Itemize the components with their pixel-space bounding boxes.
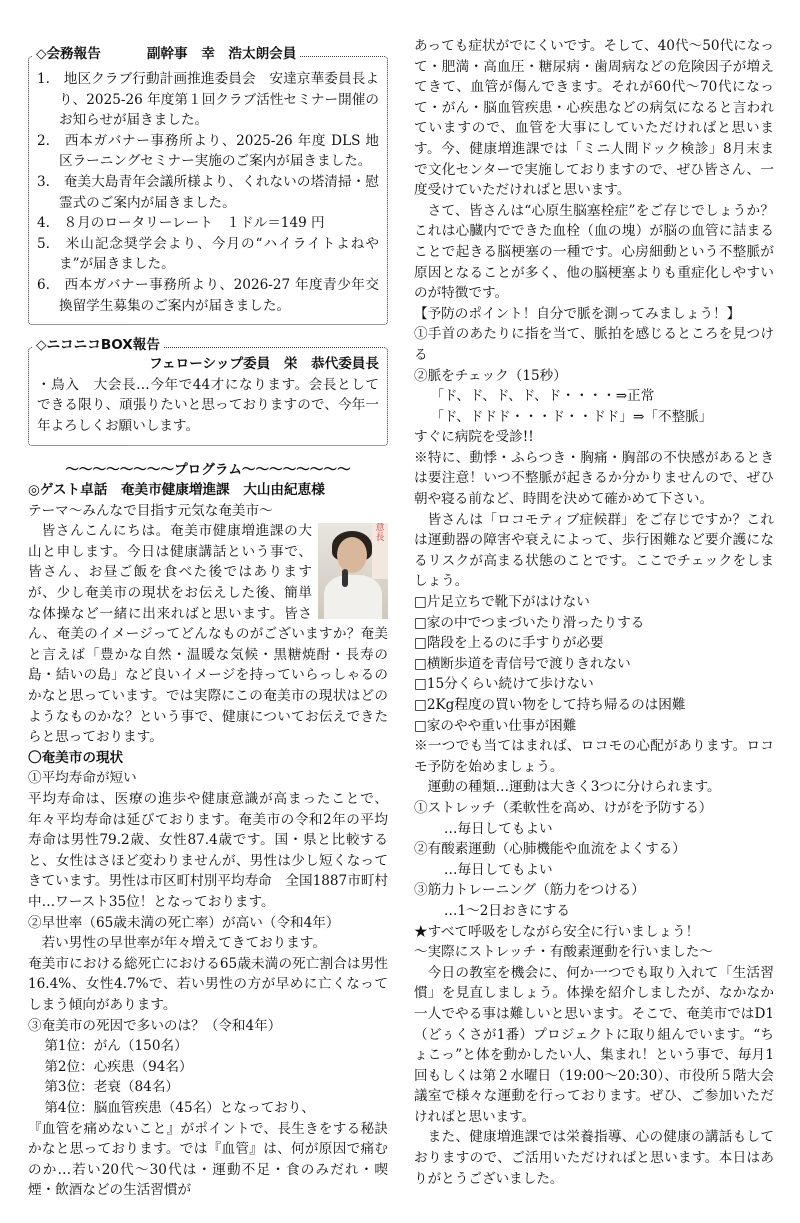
locomo-check: □ 片足立ちで靴下がはけない xyxy=(414,592,774,613)
kaimu-item: 4. ８月のロータリーレート １ドル＝149 円 xyxy=(37,215,325,232)
closing-para-1: 今日の教室を機会に、何か一つでも取り入れて「生活習慣」を見直しましょう。体操を紹介しましたが、なかなか一人でやる事は難しいと思います。そこで、奄美市ではD1（どぅくさが1番）プロジェクトに取り組んでいます。“ちょこっ”と体を動かしたい人、集まれ！という事で、毎月1回もしくは第２水曜日（19:00〜20:30）、市役所５階大会議室で様々な運動を行っております。ぜひ、ご参加いただければと思います。 xyxy=(414,964,774,1125)
step-2: ②脈をチェック（15秒） xyxy=(414,367,567,384)
niko-role: フェローシップ委員 栄 恭代委員長 xyxy=(149,356,379,373)
locomo-check: □ 家の中でつまづいたり滑ったりする xyxy=(414,613,774,634)
pulse-normal: 「ド、ド、ド、ド、ド・・・・⇒正常 xyxy=(430,388,655,405)
right-para-2: さて、皆さんは“心原生脳塞栓症”をご存じでしょうか？これは心臓内でできた血栓（血の塊）が脳の血管に詰まることで起きる脳梗塞の一種です。心房細動という不整脈が原因となることが多く、他の脳梗塞よりも重症化しやすいのが特徴です。 xyxy=(414,202,774,302)
pulse-advice: すぐに病院を受診!! xyxy=(414,429,534,446)
genjo-heading: 〇奄美市の現状 xyxy=(28,749,124,766)
point2-text2: 奄美市における総死亡における65歳未満の死亡割合は男性16.4%、女性4.7%で、若い男性の方が早めに亡くなってしまう傾向があります。 xyxy=(28,955,388,1013)
niko-text: ・鳥入 大会長…今年で44才になります。会長としてできる限り、頑張りたいと思っておりますので、今年一年よろしくお願いします。 xyxy=(37,376,379,434)
prevention-point: 【予防のポイント！自分で脈を測ってみましょう！】 xyxy=(414,305,741,322)
warning-note: ※特に、動悸・ふらつき・胸痛・胸部の不快感があるときは要注意！いつ不整脈が起きるか分かりませんので、ぜひ朝や寝る前など、時間を決めて確かめて下さい。 xyxy=(414,449,774,508)
check-note: ※一つでも当てはまれば、ロコモの心配があります。ロコモ予防を始めましょう。 xyxy=(414,738,774,775)
photo-sign: 意長 xyxy=(372,523,388,579)
kaimu-report-role: 副幹事 幸 浩太朗会員 xyxy=(146,46,297,62)
type-aerobic: ②有酸素運動（心肺機能や血流をよくする） xyxy=(414,841,686,858)
exercise-types: 運動の種類…運動は大きく3つに分けられます。 xyxy=(427,779,721,796)
kaimu-report-title: ◇会務報告 副幹事 幸 浩太朗会員 xyxy=(32,44,300,65)
rank-3: 第3位：老衰（84名） xyxy=(44,1079,180,1096)
rank-4: 第4位：脳血管疾患（45名）となっており、 xyxy=(44,1099,315,1116)
kaimu-item: 5. 米山記念奨学会より、今月の“ハイライトよねやま”が届きました。 xyxy=(37,235,379,273)
kaimu-item: 3. 奄美大島青年会議所様より、くれないの塔清掃・慰霊式のご案内が届きました。 xyxy=(37,173,379,211)
type-stretch-freq: …毎日してもよい xyxy=(443,820,553,837)
practice-note: 〜実際にストレッチ・有酸素運動を行いました〜 xyxy=(414,944,713,961)
kaimu-report-box xyxy=(28,46,388,325)
point3-heading: ③奄美市の死因で多いのは？（令和4年） xyxy=(28,1017,282,1034)
closing-para-2: また、健康増進課では栄養指導、心の健康の講話もしておりますので、ご活用いただければと思います。本日はありがとうございました。 xyxy=(414,1129,774,1187)
type-stretch: ①ストレッチ（柔軟性を高め、けがを予防する） xyxy=(414,799,713,816)
niko-title: ◇ニコニコBOX報告 xyxy=(32,335,164,356)
intro-text: 皆さんこんにちは。奄美市健康増進課の大山と申します。今日は健康講話という事で、皆さん、お昼ご飯を食べた後ではありますが、少し奄美市の現状をお伝えした後、簡単な体操など一緒に出来ればと思います。皆さん、奄美のイメージってどんなものがございますか？奄美と言えば「豊かな自然・温暖な気候・黒糖焼酎・長寿の島・結いの島」など良いイメージを持っていらっしゃるのかなと思っています。では実際にこの奄美市の現状はどのようなものかな？という事で、健康についてお伝えできたらと思っております。 xyxy=(28,523,388,746)
kaimu-item: 6. 西本ガバナー事務所より、2026-27 年度青少年交換留学生募集のご案内が届きました。 xyxy=(37,276,379,314)
locomo-check: □ 横断歩道を青信号で渡りきれない xyxy=(414,654,774,675)
step-1: ①手首のあたりに指を当て、脈拍を感じるところを見つける xyxy=(414,326,774,363)
pulse-irregular: 「ド、ドドド・・・ド・・ドド」⇒「不整脈」 xyxy=(430,408,713,425)
point2-text1: 若い男性の早世率が年々増えてきております。 xyxy=(41,935,326,952)
locomo-text: 皆さんは「ロコモティブ症候群」をご存じですか？これは運動器の障害や衰えによって、歩行困難など要介護になるリスクが高まる状態のことです。ここでチェックをしましょう。 xyxy=(414,511,774,590)
rank-1: 第1位：がん（150名） xyxy=(44,1038,188,1055)
program-theme: テーマ〜みんなで目指す元気な奄美市〜 xyxy=(28,502,273,519)
speaker-photo xyxy=(318,523,388,619)
type-strength: ③筋力トレーニング（筋力をつける） xyxy=(414,882,645,899)
program-heading: 〜〜〜〜〜〜〜〜プログラム〜〜〜〜〜〜〜〜 xyxy=(65,461,351,478)
guest-speaker: ◎ゲスト卓話 奄美市健康増進課 大山由紀恵様 xyxy=(28,482,325,499)
locomo-check: □ 階段を上るのに手すりが必要 xyxy=(414,633,774,654)
point2-heading: ②早世率（65歳未満の死亡率）が高い（令和4年） xyxy=(28,914,340,931)
point3-text: 『血管を痛めないこと』がポイントで、長生きをする秘訣かなと思っております。では『血管』は、何が原因で痛むのか…若い20代〜30代は・運動不足・食のみだれ・喫煙・飲酒などの生活習慣が xyxy=(28,1120,388,1199)
type-strength-freq: …1〜2日おきにする xyxy=(443,902,570,919)
locomo-check: □ 家のやや重い仕事が困難 xyxy=(414,716,774,737)
point1-text: 平均寿命は、医療の進歩や健康意識が高まったことで、年々平均寿命は延びております。奄美市の令和2年の平均寿命は男性79.2歳、女性87.4歳です。国・県と比較すると、女性はさほど変わりませんが、男性は少し短くなってきています。男性は市区町村別平均寿命 全国1887市町村中…ワースト35位！となっております。 xyxy=(28,791,388,910)
kaimu-item: 2. 西本ガバナー事務所より、2025-26 年度 DLS 地区ラーニングセミナー実施のご案内が届きました。 xyxy=(37,132,379,170)
locomo-check: □ 2Kg程度の買い物をして持ち帰るのは困難 xyxy=(414,695,774,716)
left-column xyxy=(28,46,388,1201)
point1-heading: ①平均寿命が短い xyxy=(28,770,137,787)
kaimu-item: 1. 地区クラブ行動計画推進委員会 安達京華委員長より、2025-26 年度第１回クラブ活性セミナー開催のお知らせが届きました。 xyxy=(37,71,379,129)
right-para-1: あっても症状がでにくいです。そして、40代〜50代になって・肥満・高血圧・糖尿病・歯周病などの危険因子が増えてきて、血管が傷んできます。それが60代〜70代になって・がん・脳血管疾患・心疾患などの病気になると言われていますので、血管を大事にしていただければと思います。今、健康増進課では「ミニ人間ドック検診」8月末まで文化センターで実施しておりますので、ぜひ皆さん、一度受けていただければと思います。 xyxy=(414,38,774,199)
niko-box xyxy=(28,337,388,445)
right-column xyxy=(414,36,774,1189)
safety-note: ★すべて呼吸をしながら安全に行いましょう！ xyxy=(414,923,700,940)
type-aerobic-freq: …毎日してもよい xyxy=(443,861,553,878)
rank-2: 第2位：心疾患（94名） xyxy=(44,1058,193,1075)
locomo-check: □ 15分くらい続けて歩けない xyxy=(414,674,774,695)
